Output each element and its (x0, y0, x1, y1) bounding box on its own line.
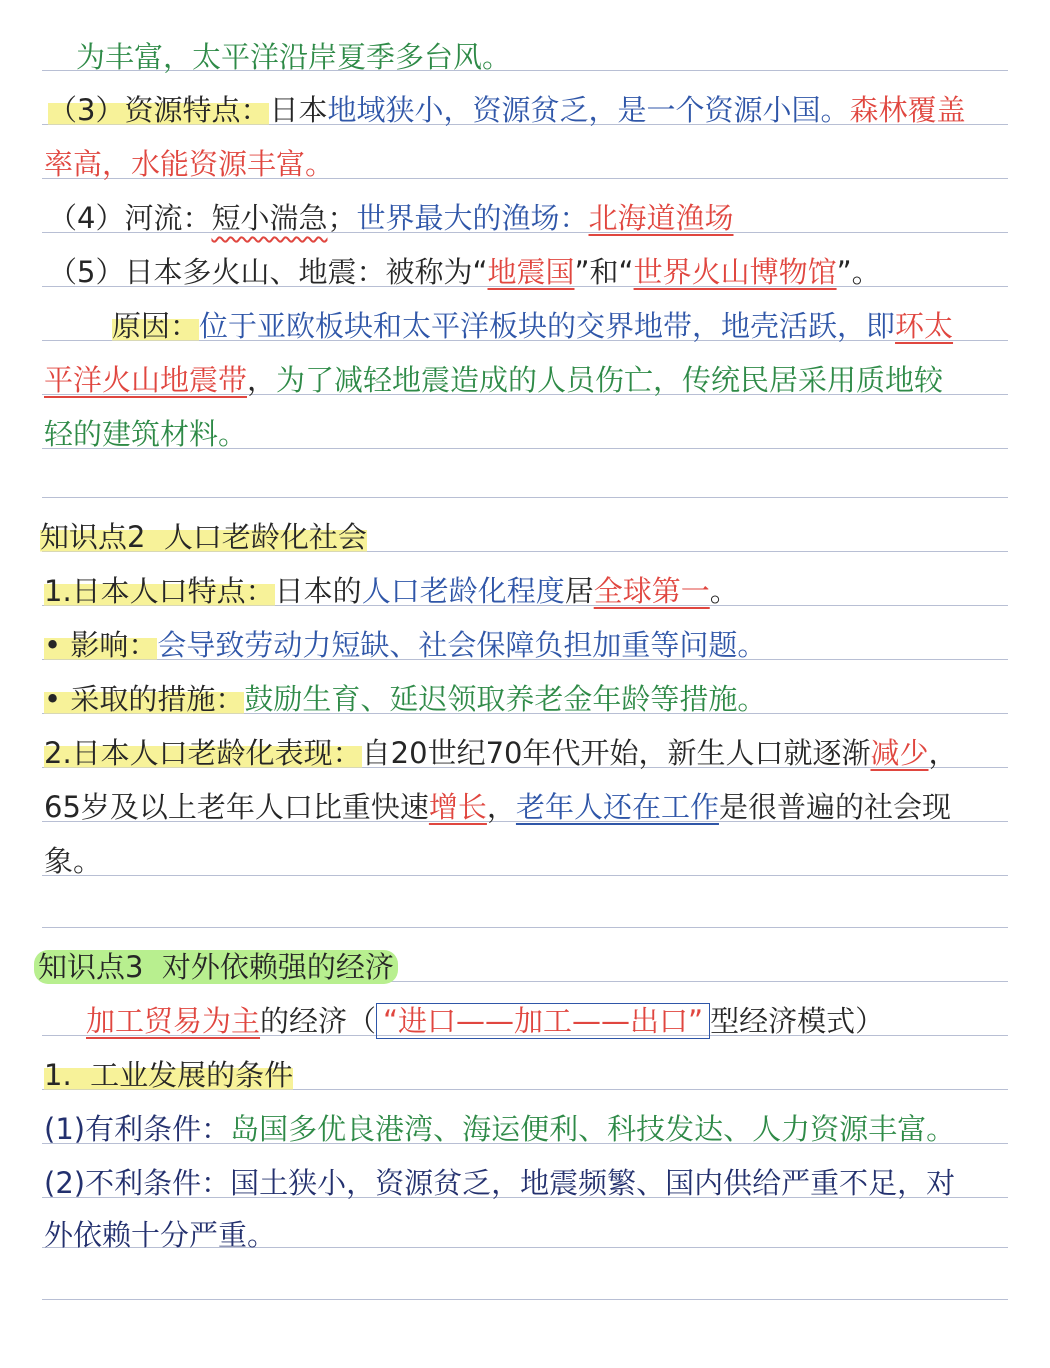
note-text: 为了减轻地震造成的人员伤亡，传统民居采用质地较 (276, 363, 944, 397)
note-text: 加工贸易为主 (86, 1004, 261, 1038)
note-text: ”和“ (574, 255, 634, 289)
ruled-line (42, 497, 1008, 498)
note-line (44, 355, 1008, 405)
note-text: 平洋火山地震带 (44, 363, 248, 397)
note-text: 率高，水能资源丰富。 (44, 147, 335, 181)
ruled-line (42, 1299, 1008, 1300)
note-line (48, 85, 1008, 135)
note-line (44, 782, 1008, 832)
note-text: 世界火山博物馆 (633, 255, 837, 289)
note-text: ； (327, 201, 357, 235)
note-line (48, 247, 1008, 297)
note-text: 短小湍急 (211, 201, 328, 235)
note-line (44, 674, 1008, 724)
note-line (44, 1210, 1008, 1260)
note-text: 。 (709, 574, 739, 608)
note-line (86, 996, 1008, 1046)
section-heading-line (40, 512, 1008, 562)
note-text: 轻的建筑材料。 (44, 417, 248, 451)
note-text: 环太 (895, 309, 954, 343)
note-text: 象。 (44, 844, 103, 878)
note-line (76, 32, 1008, 82)
note-text: 日本的 (274, 574, 362, 608)
note-text: ， (928, 736, 958, 770)
note-line (44, 139, 1008, 189)
note-text: 的经济（ (260, 1004, 377, 1038)
note-text: 会导致劳动力短缺、社会保障负担加重等问题。 (157, 628, 767, 662)
note-boxed-text: “进口——加工——出口” (376, 1003, 710, 1039)
ruled-line (42, 927, 1008, 928)
note-text: 型经济模式） (710, 1004, 885, 1038)
note-text: （5）日本多火山、地震：被称为“ (48, 255, 488, 289)
note-text: 老年人还在工作 (515, 790, 719, 824)
note-text: 65岁及以上老年人口比重快速 (44, 790, 429, 824)
note-text: 岛国多优良港湾、海运便利、科技发达、人力资源丰富。 (230, 1112, 956, 1146)
note-text: 增长 (428, 790, 487, 824)
note-text: 国土狭小，资源贫乏，地震频繁、国内供给严重不足，对 (230, 1166, 956, 1200)
note-text: 居 (564, 574, 594, 608)
note-text: 地震国 (487, 255, 575, 289)
note-heading: 原因： (112, 309, 200, 343)
note-text: ， (247, 363, 277, 397)
section-heading: 知识点2 人口老龄化社会 (40, 520, 367, 554)
note-heading: 1. 工业发展的条件 (44, 1058, 294, 1092)
note-heading: (1)有利条件： (44, 1112, 231, 1146)
note-line (44, 836, 1008, 886)
note-text: ， (486, 790, 516, 824)
note-line (44, 409, 1008, 459)
note-line (44, 1104, 1008, 1154)
note-text: 为丰富，太平洋沿岸夏季多台风。 (76, 40, 512, 74)
note-text: ”。 (836, 255, 881, 289)
note-heading: （4）河流： (48, 201, 212, 235)
note-text: 减少 (870, 736, 929, 770)
note-text: 世界最大的渔场： (356, 201, 589, 235)
note-line (44, 620, 1008, 670)
section-heading-line (34, 942, 1008, 992)
note-line (44, 1158, 1008, 1208)
note-text: 位于亚欧板块和太平洋板块的交界地带，地壳活跃，即 (199, 309, 896, 343)
note-heading: 2.日本人口老龄化表现： (44, 736, 362, 770)
note-text: 北海道渔场 (588, 201, 734, 235)
note-text: 外依赖十分严重。 (44, 1218, 277, 1252)
note-line (44, 1050, 1008, 1100)
note-line (44, 566, 1008, 616)
note-text: 地域狭小，资源贫乏，是一个资源小国。 (327, 93, 850, 127)
note-heading: （3）资源特点： (48, 93, 270, 127)
note-heading: • 影响： (44, 628, 158, 662)
note-text: 人口老龄化程度 (361, 574, 565, 608)
note-text: 森林覆盖 (849, 93, 966, 127)
note-line (44, 728, 1008, 778)
note-heading: 1.日本人口特点： (44, 574, 275, 608)
note-text: 日本 (269, 93, 328, 127)
note-text: 鼓励生育、延迟领取养老金年龄等措施。 (244, 682, 767, 716)
note-text: 是很普遍的社会现 (718, 790, 951, 824)
section-heading: 知识点3 对外依赖强的经济 (34, 950, 398, 984)
note-heading: (2)不利条件： (44, 1166, 231, 1200)
note-line (112, 301, 1008, 351)
note-line (48, 193, 1008, 243)
note-heading: • 采取的措施： (44, 682, 245, 716)
note-text: 自20世纪70年代开始，新生人口就逐渐 (361, 736, 871, 770)
note-text: 全球第一 (593, 574, 710, 608)
